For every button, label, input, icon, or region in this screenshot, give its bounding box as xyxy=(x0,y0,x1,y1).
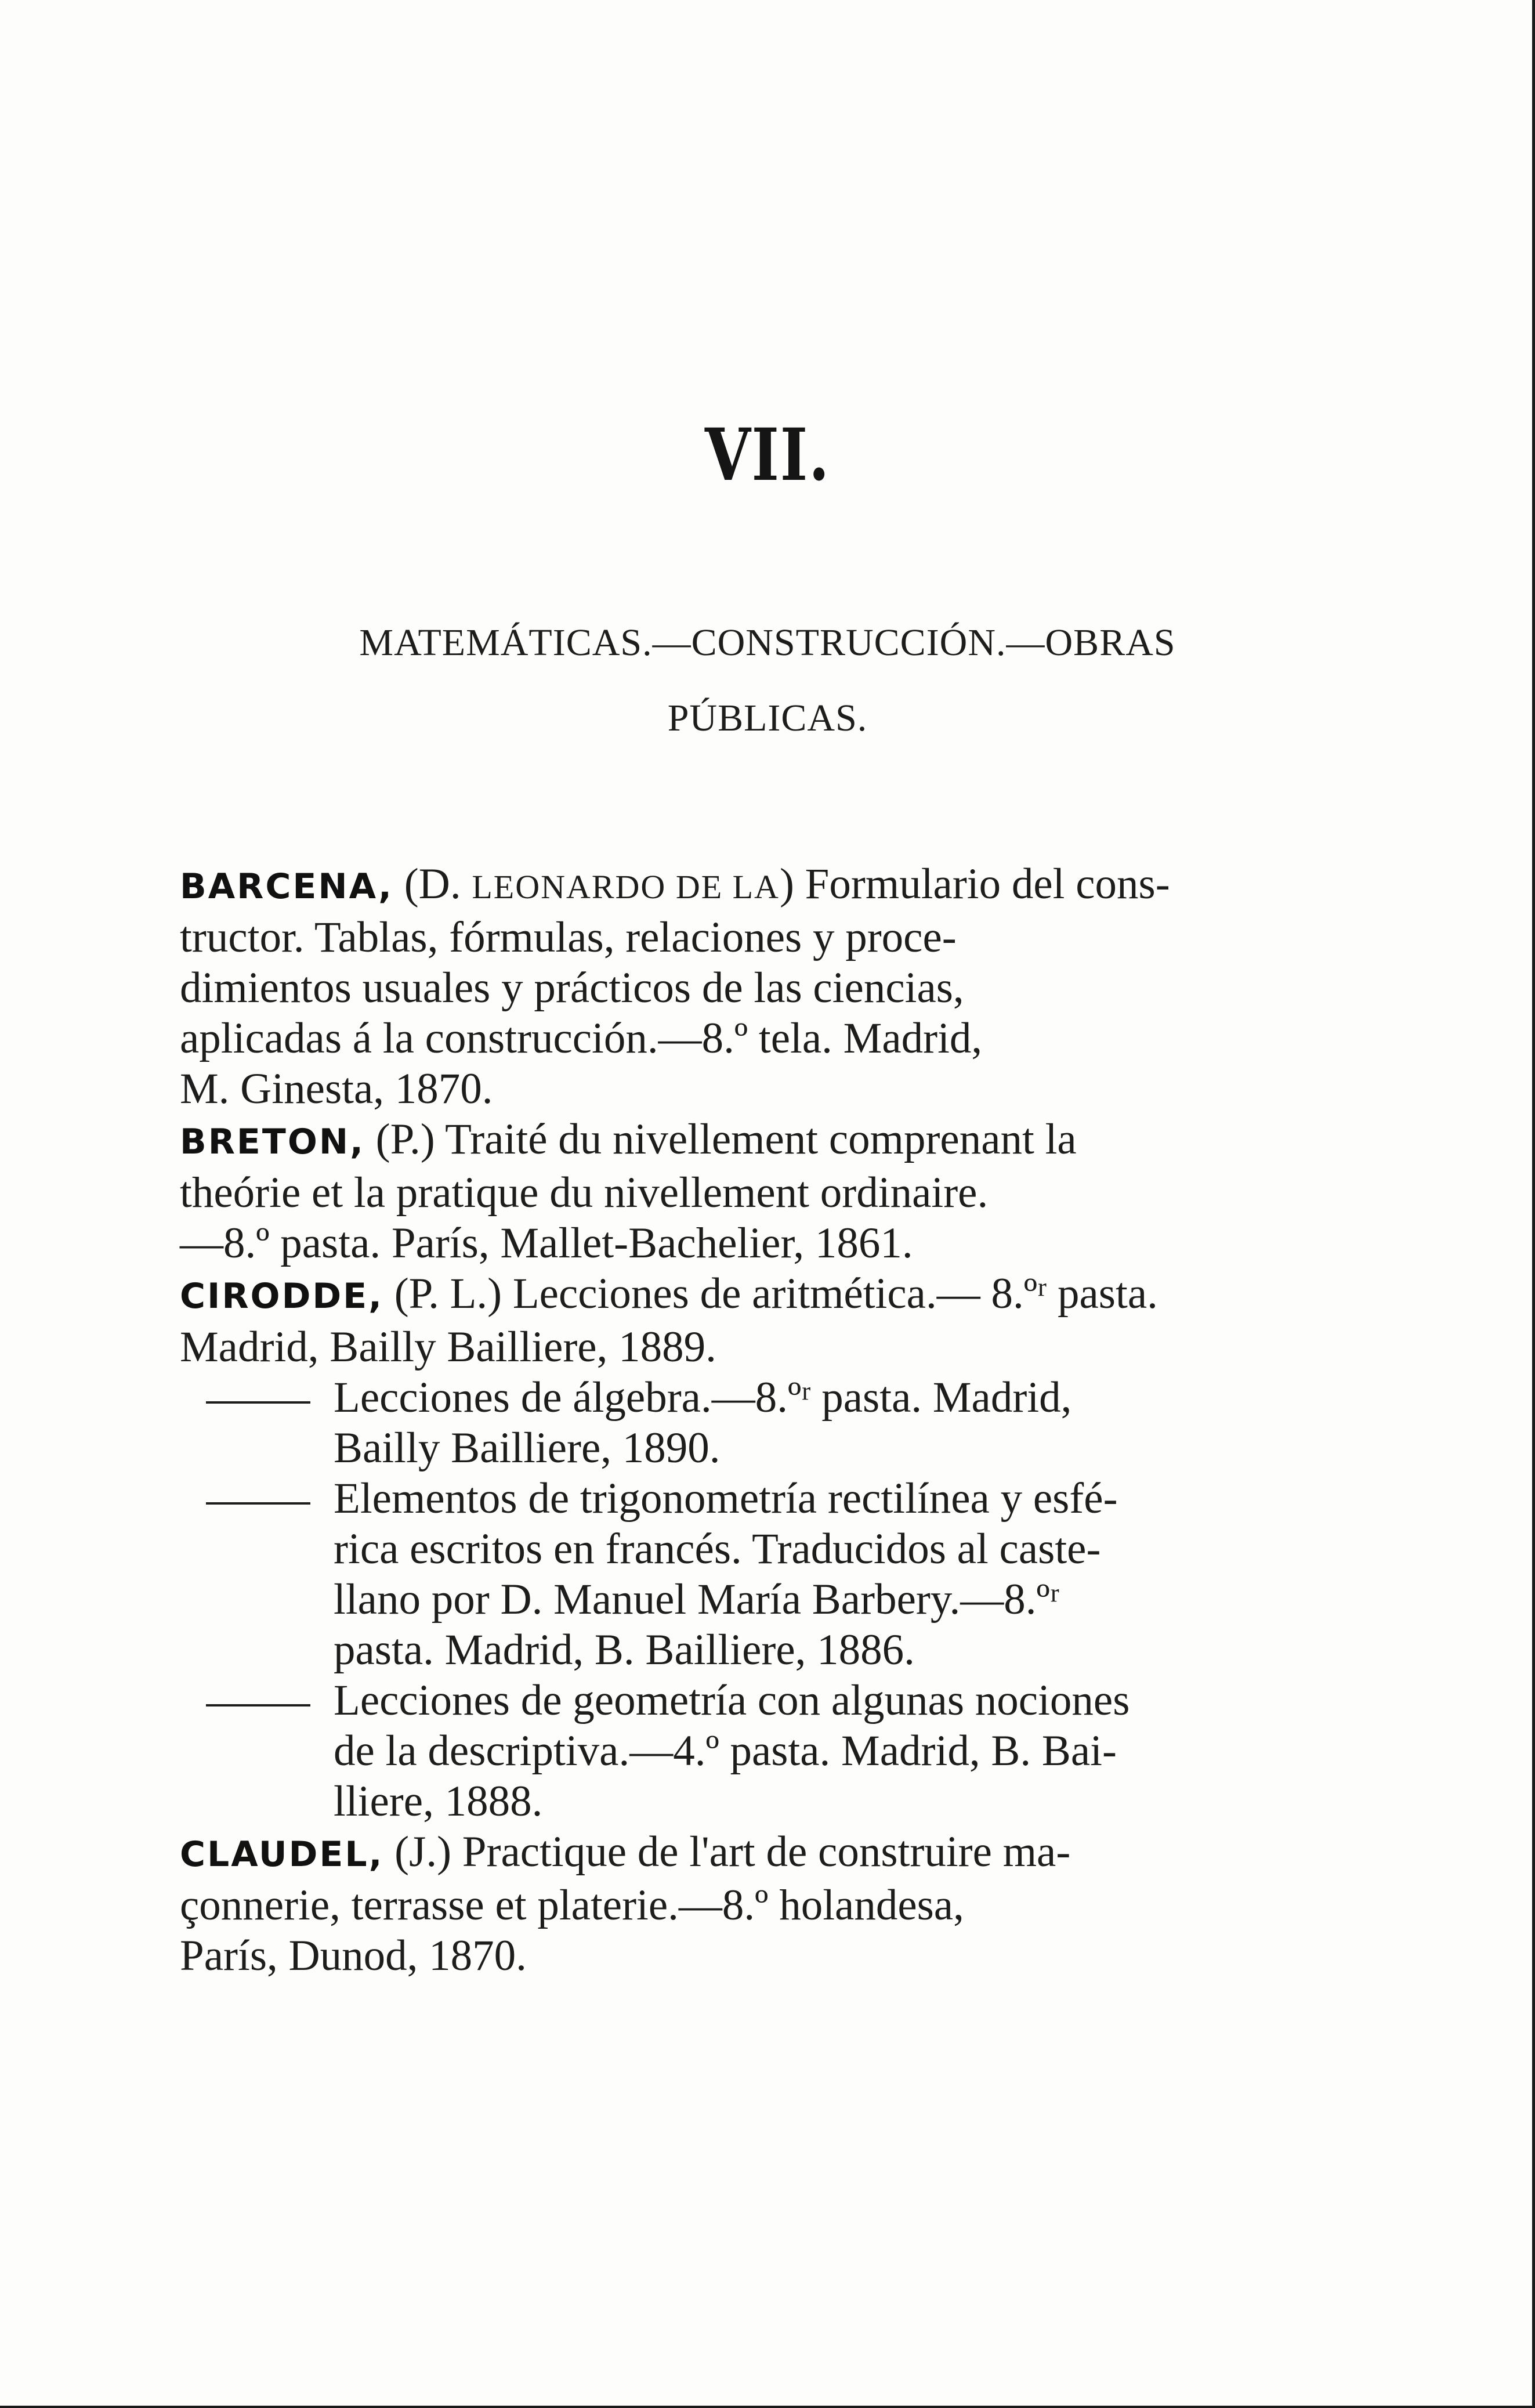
chapter-title: VII. xyxy=(705,413,830,497)
bibliography-entry-cirodde-algebra xyxy=(180,1372,1357,1473)
entry-author: BRETON, xyxy=(180,1122,365,1162)
entry-line: rica escritos en francés. Traducidos al caste- xyxy=(334,1525,1101,1573)
section-heading-line-1: MATEMÁTICAS.—CONSTRUCCIÓN.—OBRAS xyxy=(359,621,1176,664)
entry-first-line-text: ) Formulario del cons- xyxy=(779,860,1170,908)
entry-line: tructor. Tablas, fórmulas, relaciones y proce- xyxy=(180,913,957,961)
bibliography-entry-cirodde-geometria xyxy=(180,1675,1357,1827)
entry-line: llano por D. Manuel María Barbery.—8.ºʳ xyxy=(334,1575,1060,1624)
bibliography-entry-cirodde-trigonometria xyxy=(180,1473,1357,1675)
entry-author: BARCENA, xyxy=(180,866,393,907)
bibliography-entry-barcena xyxy=(180,859,1357,1114)
bibliography-entry-cirodde xyxy=(180,1268,1357,1372)
entry-line: Lecciones de geometría con algunas nociones xyxy=(334,1676,1130,1724)
entry-line: Elementos de trigonometría rectilínea y esfé- xyxy=(334,1474,1118,1523)
entry-author: CLAUDEL, xyxy=(180,1834,384,1875)
entry-author: CIRODDE, xyxy=(180,1276,383,1317)
ditto-dash xyxy=(206,1372,310,1423)
entry-first-line-text: (P.) Traité du nivellement comprenant la xyxy=(364,1115,1077,1163)
entry-line: lliere, 1888. xyxy=(334,1777,543,1825)
entry-name-smallcaps: LEONARDO DE LA xyxy=(472,868,780,906)
entry-line: pasta. Madrid, B. Bailliere, 1886. xyxy=(334,1626,915,1674)
entry-line: Lecciones de álgebra.—8.ºʳ pasta. Madrid, xyxy=(334,1373,1072,1422)
entry-line: París, Dunod, 1870. xyxy=(180,1932,527,1980)
ditto-dash xyxy=(206,1675,310,1726)
entry-first-line-text: (J.) Practique de l'art de construire ma- xyxy=(383,1828,1071,1876)
bibliography-list xyxy=(180,859,1357,1981)
entry-line: Madrid, Bailly Bailliere, 1889. xyxy=(180,1323,716,1371)
entry-line: çonnerie, terrasse et platerie.—8.º holandesa, xyxy=(180,1881,964,1929)
entry-line: dimientos usuales y prácticos de las ciencias, xyxy=(180,964,964,1012)
entry-line: aplicadas á la construcción.—8.º tela. Madrid, xyxy=(180,1014,983,1062)
entry-line: de la descriptiva.—4.º pasta. Madrid, B. Bai- xyxy=(334,1727,1117,1775)
bibliography-entry-claudel xyxy=(180,1827,1357,1981)
entry-line: theórie et la pratique du nivellement ordinaire. xyxy=(180,1169,989,1217)
section-heading-line-2: PÚBLICAS. xyxy=(667,697,868,739)
entry-name-pre: (D. xyxy=(393,860,472,908)
entry-line: —8.º pasta. París, Mallet-Bachelier, 1861. xyxy=(180,1219,913,1267)
entry-first-line-text: (P. L.) Lecciones de aritmética.— 8.ºʳ pasta. xyxy=(383,1270,1158,1318)
entry-line: M. Ginesta, 1870. xyxy=(180,1065,493,1113)
ditto-dash xyxy=(206,1473,310,1524)
entry-line: Bailly Bailliere, 1890. xyxy=(334,1424,721,1472)
bibliography-entry-breton xyxy=(180,1114,1357,1268)
